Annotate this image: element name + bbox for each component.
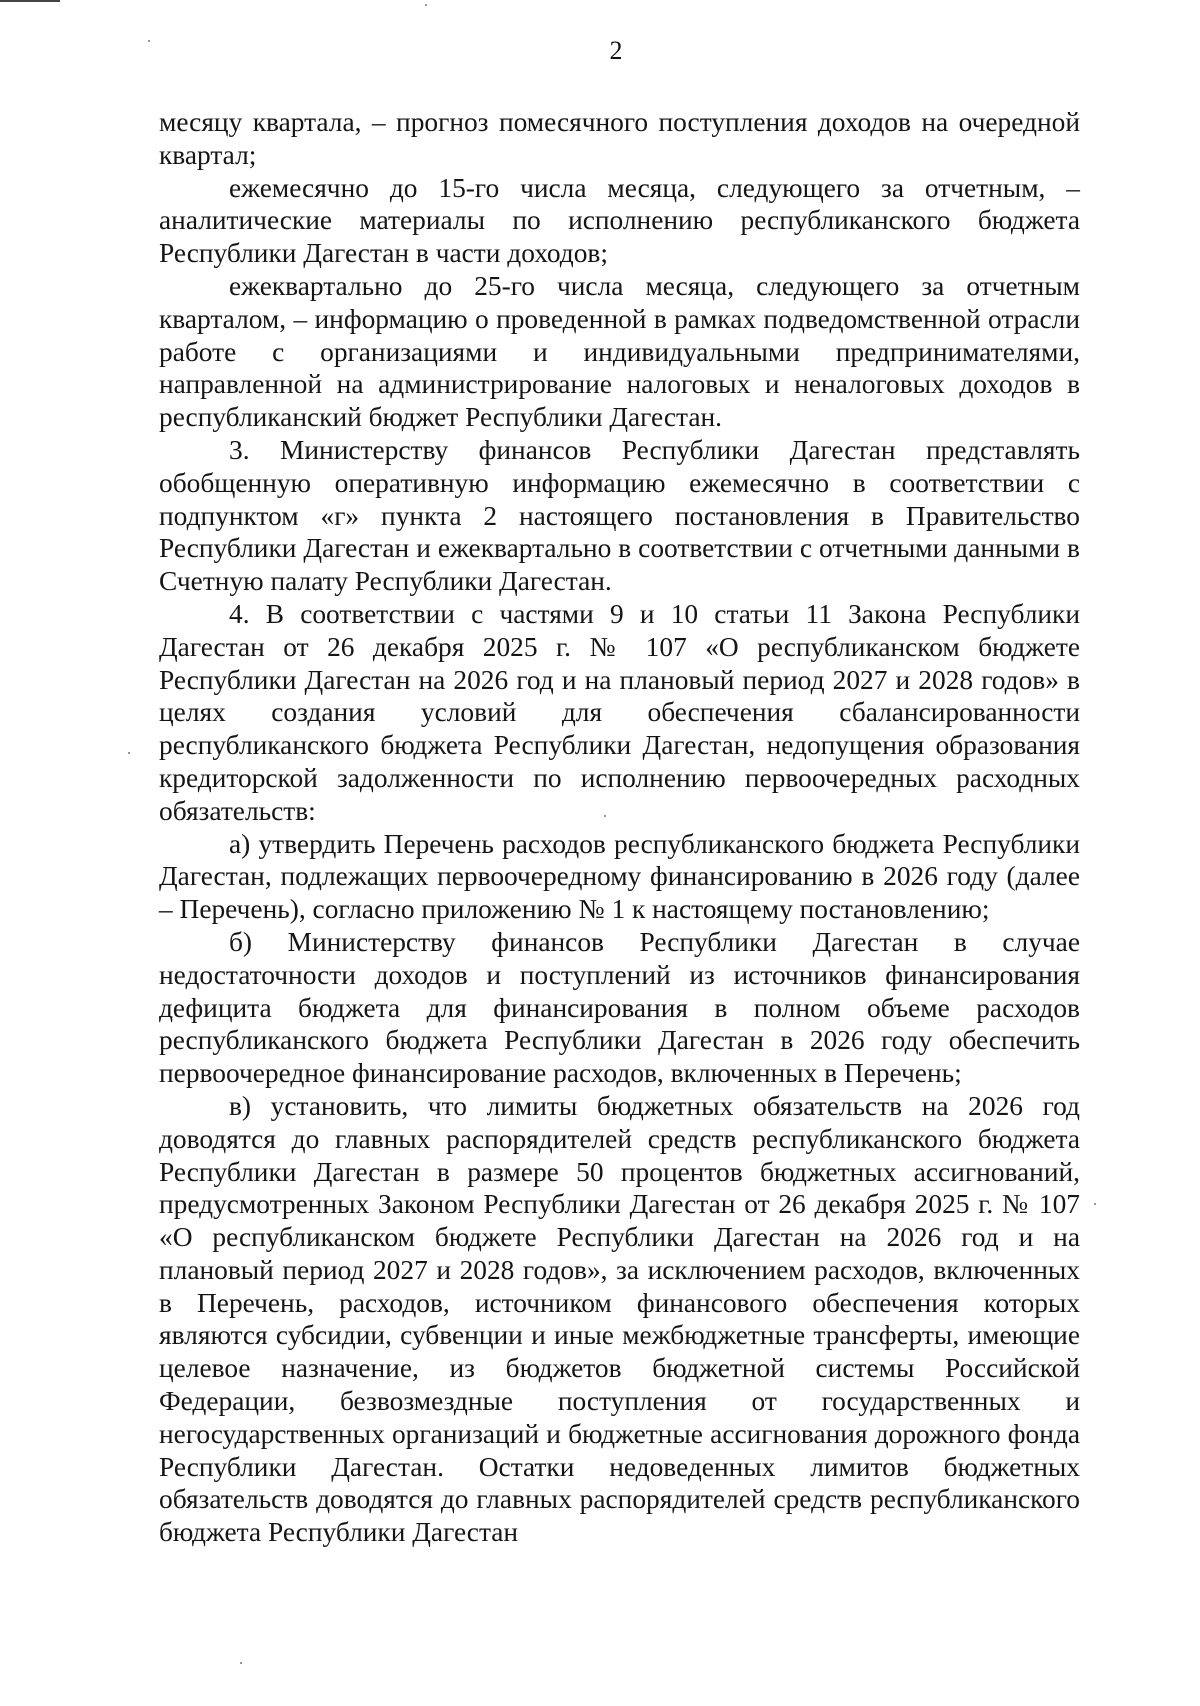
scan-speck	[148, 40, 150, 42]
paragraph-item-4: 4. В соответствии с частями 9 и 10 статьи 11 Закона Республики Дагестан от 26 декабря 2025 г. № 107 «О республиканском бюджете Республики Дагестан на 2026 год и на плановый период 2027 и 2028 годов» в целях создания условий для обеспечения сбалансированности республиканского бюджета Республики Дагестан, недопущения образования кредиторской задолженности по исполнению первоочередных расходных обязательств:	[159, 598, 1080, 826]
page-number: 2	[609, 36, 623, 65]
scan-speck	[240, 1662, 242, 1664]
paragraph-subitem-v: в) установить, что лимиты бюджетных обязательств на 2026 год доводятся до главных распорядителей средств республиканского бюджета Республики Дагестан в размере 50 процентов бюджетных ассигнований, предусмотренных Законом Республики Дагестан от 26 декабря 2025 г. № 107 «О республиканском бюджете Республики Дагестан на 2026 год и на плановый период 2027 и 2028 годов», за исключением расходов, включенных в Перечень, расходов, источником финансового обеспечения которых являются субсидии, субвенции и иные межбюджетные трансферты, имеющие целевое назначение, из бюджетов бюджетной системы Российской Федерации, безвозмездные поступления от государственных и негосударственных организаций и бюджетные ассигнования дорожного фонда Республики Дагестан. Остатки недоведенных лимитов бюджетных обязательств доводятся до главных распорядителей средств республиканского бюджета Республики Дагестан	[159, 1090, 1080, 1548]
scan-speck	[425, 4, 427, 6]
paragraph-continuation: месяцу квартала, – прогноз помесячного поступления доходов на очередной квартал;	[159, 107, 1080, 170]
scan-speck	[1094, 1203, 1096, 1205]
paragraph-subitem-a: а) утвердить Перечень расходов республиканского бюджета Республики Дагестан, подлежащих первоочередному финансированию в 2026 году (далее – Перечень), согласно приложению № 1 к настоящему постановлению;	[159, 828, 1080, 925]
paragraph-quarterly-information: ежеквартально до 25-го числа месяца, следующего за отчетным кварталом, – информацию о проведенной в рамках подведомственной отрасли работе с организациями и индивидуальными предпринимателями, направленной на администрирование налоговых и неналоговых доходов в республиканский бюджет Республики Дагестан.	[159, 270, 1080, 433]
scan-edge-mark	[0, 0, 60, 2]
scan-speck	[128, 752, 130, 754]
paragraph-subitem-b: б) Министерству финансов Республики Дагестан в случае недостаточности доходов и поступлений из источников финансирования дефицита бюджета для финансирования в полном объеме расходов республиканского бюджета Республики Дагестан в 2026 году обеспечить первоочередное финансирование расходов, включенных в Перечень;	[159, 926, 1080, 1089]
scan-speck	[604, 815, 606, 817]
document-body	[159, 106, 1080, 1549]
paragraph-item-3: 3. Министерству финансов Республики Дагестан представлять обобщенную оперативную информацию ежемесячно в соответствии с подпунктом «г» пункта 2 настоящего постановления в Правительство Республики Дагестан и ежеквартально в соответствии с отчетными данными в Счетную палату Республики Дагестан.	[159, 434, 1080, 597]
paragraph-monthly-analytics: ежемесячно до 15-го числа месяца, следующего за отчетным, – аналитические материалы по исполнению республиканского бюджета Республики Дагестан в части доходов;	[159, 172, 1080, 269]
